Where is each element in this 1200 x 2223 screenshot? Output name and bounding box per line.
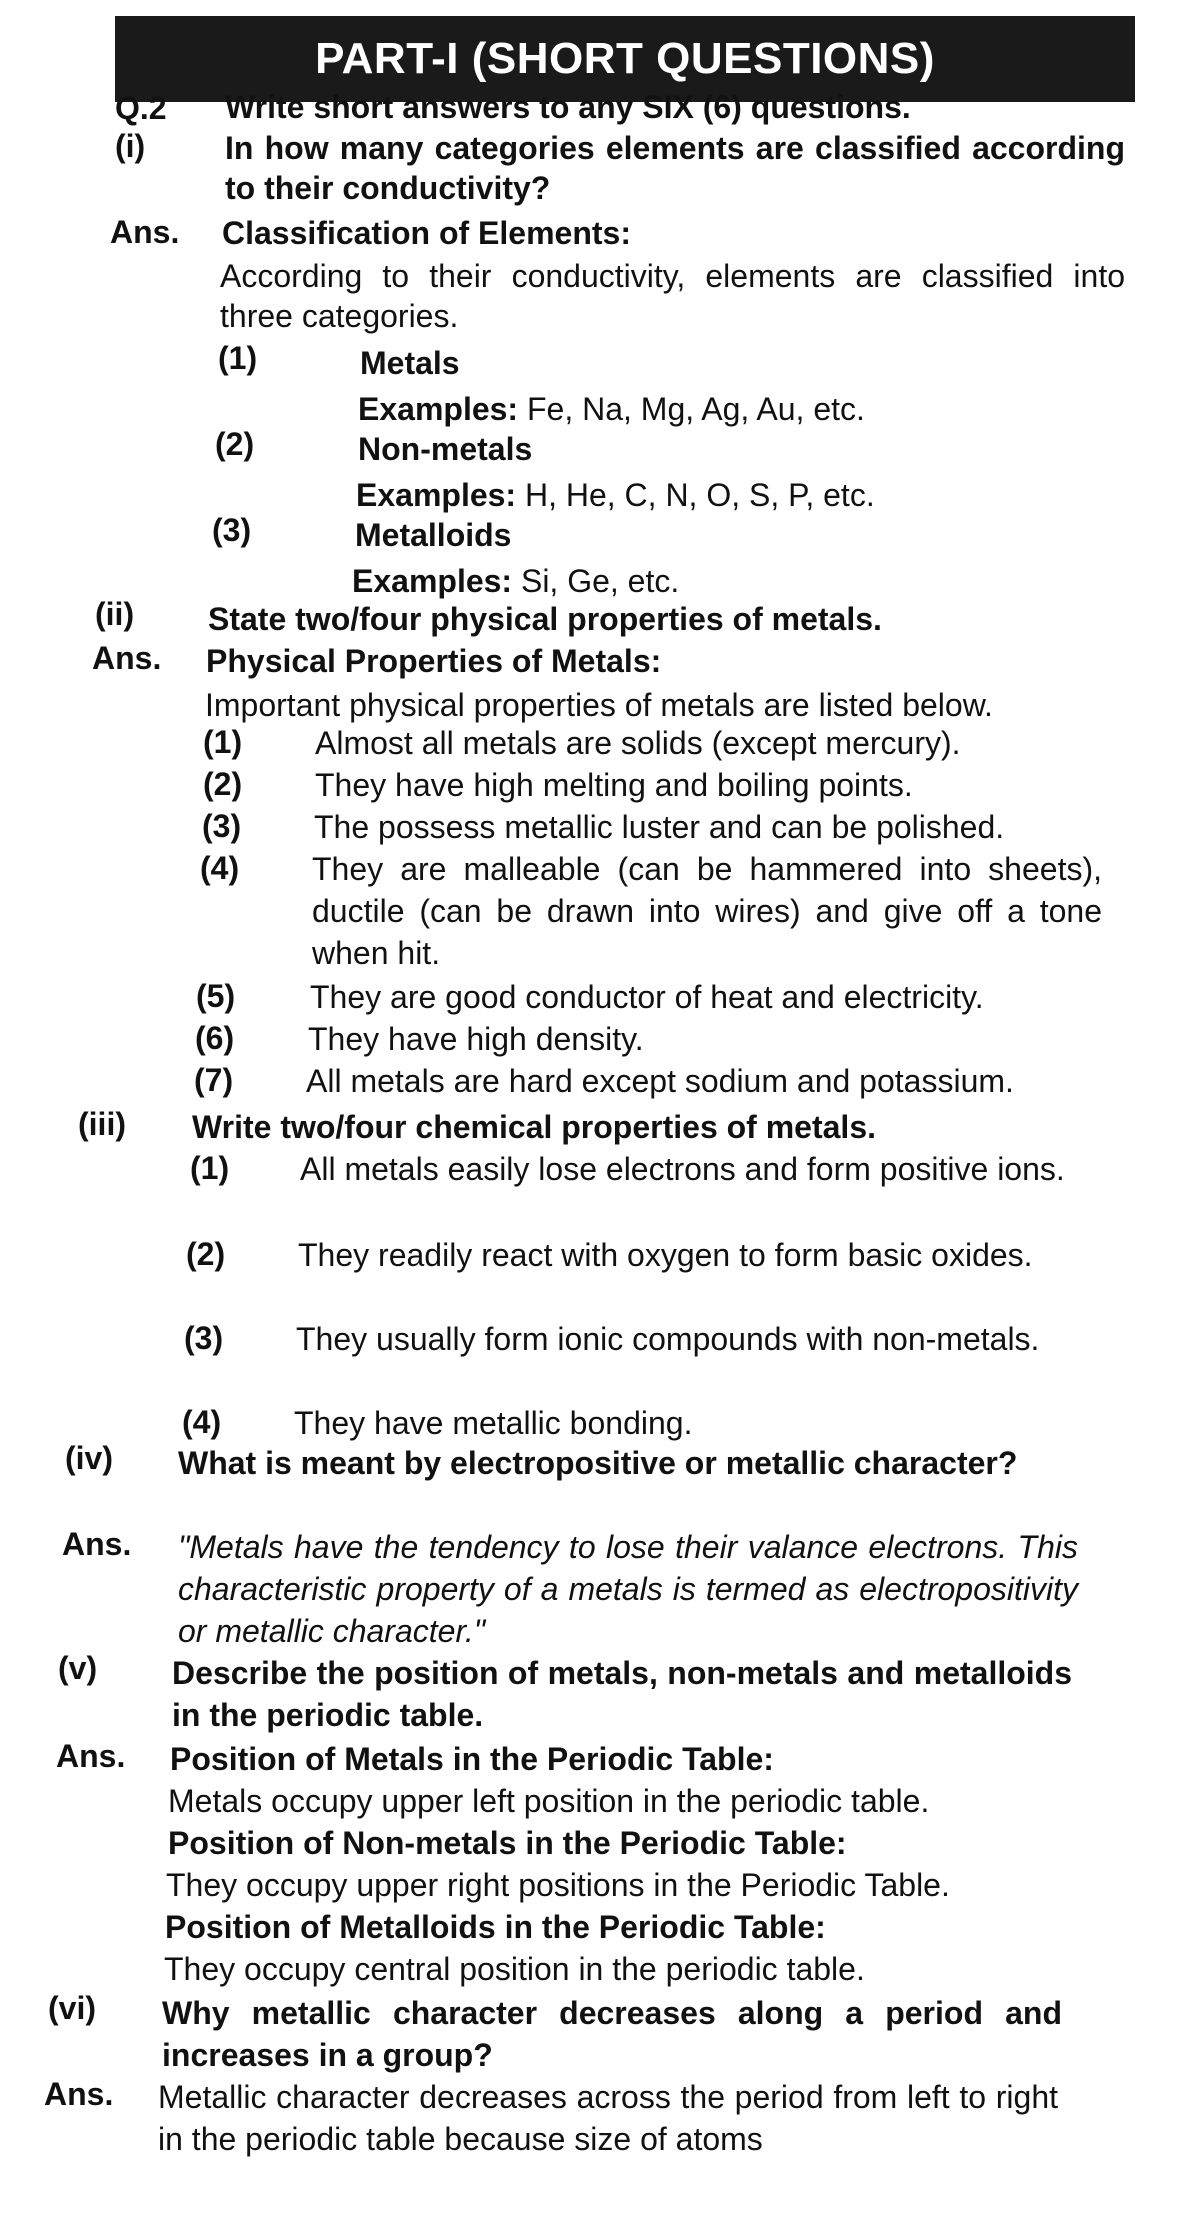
q2-number: Q.2: [115, 90, 167, 126]
q-v-text-1: Metals occupy upper left position in the periodic table.: [168, 1783, 930, 1819]
q-iii-item-3-num: (3): [184, 1320, 224, 1356]
q-iii-question: Write two/four chemical properties of metals.: [192, 1109, 876, 1145]
q-iii-item-4-text: They have metallic bonding.: [294, 1405, 693, 1441]
q-ii-item-5-num: (5): [196, 978, 236, 1014]
q-v-heading-2: Position of Non-metals in the Periodic Table:: [168, 1825, 847, 1861]
q-ii-item-3-num: (3): [202, 808, 242, 844]
examples-value: Fe, Na, Mg, Ag, Au, etc.: [518, 391, 865, 427]
q-ii-item-4-text: They are malleable (can be hammered into sheets), ductile (can be drawn into wires) and give off a tone when hit.: [312, 851, 1102, 971]
q-i-item-3-title: Metalloids: [355, 517, 512, 553]
q-ii-item-1-text: Almost all metals are solids (except mercury).: [315, 725, 961, 761]
q-iii-item-2-text: They readily react with oxygen to form basic oxides.: [298, 1237, 1033, 1273]
q-ii-item-2-text: They have high melting and boiling points.: [315, 767, 913, 803]
q-ii-item-6-text: They have high density.: [308, 1021, 644, 1057]
q-iii-item-4-num: (4): [182, 1404, 222, 1440]
q-ii-ans-label: Ans.: [92, 640, 162, 676]
q-i-item-3-num: (3): [212, 512, 252, 548]
q-iii-item-1-num: (1): [190, 1150, 230, 1186]
q-i-item-1-num: (1): [218, 340, 258, 376]
q-v-text-3: They occupy central position in the periodic table.: [164, 1951, 865, 1987]
q-v-heading-3: Position of Metalloids in the Periodic Table:: [165, 1909, 826, 1945]
examples-value: Si, Ge, etc.: [512, 563, 680, 599]
q-vi-ans-label: Ans.: [44, 2076, 114, 2112]
q-v-ans-label: Ans.: [56, 1738, 126, 1774]
q-i-item-2-title: Non-metals: [358, 431, 533, 467]
q-ii-item-2-num: (2): [203, 766, 243, 802]
q-ii-number: (ii): [95, 596, 135, 632]
q-v-text-2: They occupy upper right positions in the Periodic Table.: [166, 1867, 950, 1903]
q-i-item-3-examples: [352, 560, 1112, 602]
q2-instruction: Write short answers to any SIX (6) questions.: [225, 89, 911, 125]
q-iv-question: What is meant by electropositive or metallic character?: [178, 1445, 1018, 1481]
q-vi-question: Why metallic character decreases along a period and increases in a group?: [162, 1995, 1062, 2073]
q-i-question: In how many categories elements are classified according to their conductivity?: [225, 130, 1125, 206]
q-iv-ans-label: Ans.: [62, 1526, 132, 1562]
q-iv-number: (iv): [65, 1440, 113, 1476]
q-v-number: (v): [58, 1650, 98, 1686]
q-ii-heading: Physical Properties of Metals:: [206, 643, 662, 679]
examples-label: Examples:: [352, 563, 513, 599]
q-i-heading: Classification of Elements:: [222, 215, 631, 251]
section-banner: PART-I (SHORT QUESTIONS): [115, 16, 1135, 102]
q-iv-answer: "Metals have the tendency to lose their valance electrons. This characteristic property of a metals is termed as electropositivity or metallic character.": [178, 1529, 1078, 1649]
q-vi-answer: Metallic character decreases across the period from left to right in the periodic table because size of atoms: [158, 2079, 1058, 2157]
q-ii-item-7-text: All metals are hard except sodium and potassium.: [306, 1063, 1014, 1099]
q-i-number: (i): [115, 128, 146, 164]
q-ii-item-3-text: The possess metallic luster and can be polished.: [314, 809, 1005, 845]
examples-label: Examples:: [356, 477, 517, 513]
q-iii-item-2-num: (2): [186, 1236, 226, 1272]
q-v-question: Describe the position of metals, non-metals and metalloids in the periodic table.: [172, 1655, 1072, 1733]
q-ii-item-4-num: (4): [200, 850, 240, 886]
q-i-intro: According to their conductivity, elements are classified into three categories.: [220, 258, 1125, 334]
examples-value: H, He, C, N, O, S, P, etc.: [516, 477, 875, 513]
q-i-item-1-examples: [358, 388, 1118, 430]
q-i-item-2-examples: [356, 474, 1116, 516]
q-ii-intro: Important physical properties of metals are listed below.: [205, 687, 993, 723]
examples-label: Examples:: [358, 391, 519, 427]
q-ii-item-1-num: (1): [203, 724, 243, 760]
q-i-item-2-num: (2): [215, 426, 255, 462]
q-iii-item-3-text: They usually form ionic compounds with non-metals.: [296, 1321, 1040, 1357]
q-ii-question: State two/four physical properties of metals.: [208, 601, 882, 637]
q-iii-number: (iii): [78, 1106, 126, 1142]
q-v-heading-1: Position of Metals in the Periodic Table:: [170, 1741, 774, 1777]
q-i-ans-label: Ans.: [110, 214, 180, 250]
q-ii-item-6-num: (6): [195, 1020, 235, 1056]
q-i-item-1-title: Metals: [360, 345, 460, 381]
q-ii-item-5-text: They are good conductor of heat and electricity.: [310, 979, 984, 1015]
q-vi-number: (vi): [48, 1990, 96, 2026]
q-iii-item-1-text: All metals easily lose electrons and form positive ions.: [300, 1151, 1065, 1187]
q-ii-item-7-num: (7): [194, 1062, 234, 1098]
